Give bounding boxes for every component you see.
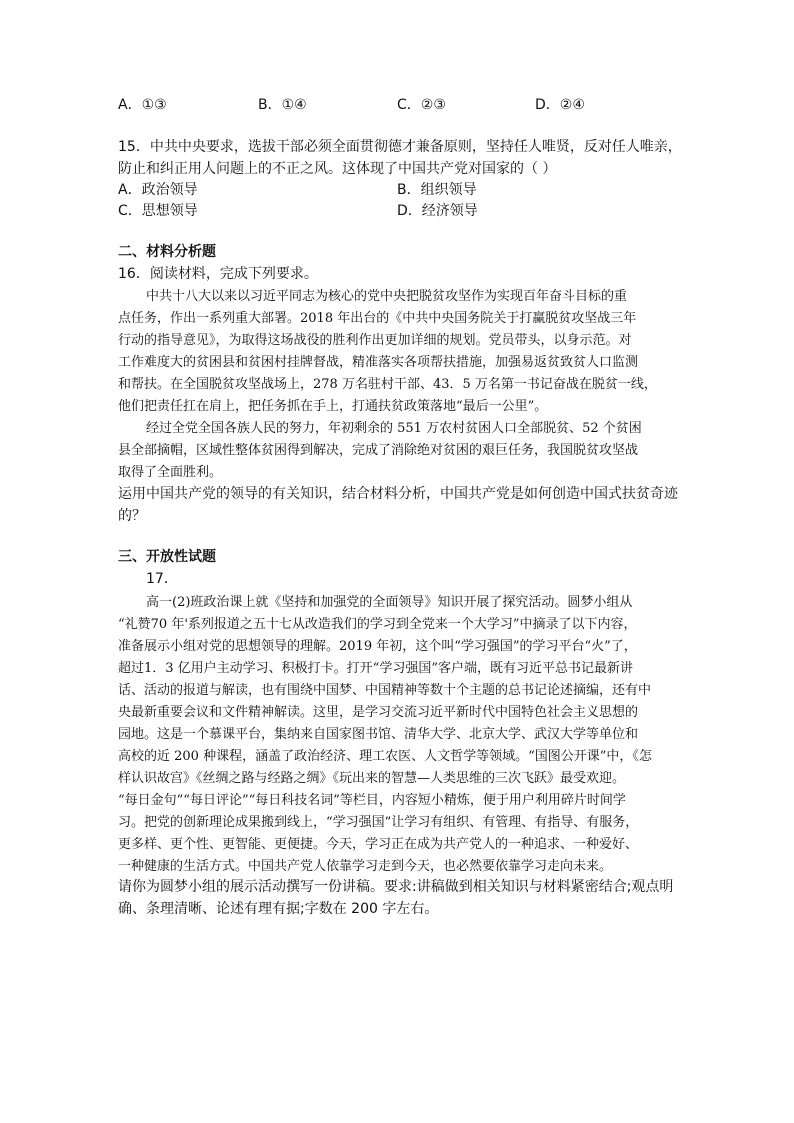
q16-material-line: 行动的指导意见》，为取得这场战役的胜利作出更加详细的规划。党员带头，以身示范。对 [118, 333, 632, 348]
q16-material-line: 工作难度大的贫困县和贫困村挂牌督战，精准落实各项帮扶措施，加强易返贫致贫人口监测 [118, 355, 639, 370]
q16-material-line: 他们把责任扛在肩上，把任务抓在手上，打通扶贫政策落地“最后一公里”。 [118, 399, 548, 414]
q15-option-d: D．经济领导 [397, 203, 478, 219]
q16-material-line: 和帮扶。在全国脱贫攻坚战场上，278 万名驻村干部、43．5 万名第一书记奋战在脱贫一线， [118, 377, 657, 392]
q17-task-line2: 确、条理清晰、论述有理有据;字数在 200 字左右。 [118, 901, 439, 917]
q16-material-line: 取得了全面胜利。 [118, 465, 223, 480]
q15-option-c: C．思想领导 [118, 203, 198, 219]
q17-material-line: 高校的近 200 种课程，涵盖了政治经济、理工农医、人文哲学等领域。“国图公开课”中，《怎 [118, 749, 652, 764]
q16-material-line: 经过全党全国各族人民的努力，年初剩余的 551 万农村贫困人口全部脱贫、52 个贫困 [146, 421, 642, 436]
section3-title: 三、开放性试题 [118, 549, 216, 565]
q17-material-line: “礼赞70 年'系列报道之五十七从改造我们的学习到全党来一个大学习”中摘录了以下内容， [118, 617, 637, 632]
q17-material-line: 准备展示小组对党的思想领导的理解。2019 年初，这个叫“学习强国”的学习平台“火”了， [118, 639, 637, 654]
q17-material-line: 高一(2)班政治课上就《坚持和加强党的全面领导》知识开展了探究活动。圆梦小组从 [146, 595, 633, 610]
q17-task-line1: 请你为圆梦小组的展示活动撰写一份讲稿。要求:讲稿做到相关知识与材料紧密结合;观点明 [118, 879, 674, 895]
q17-material-line: 超过1．3 亿用户主动学习、积极打卡。打开“学习强国”客户端，既有习近平总书记最新讲 [118, 661, 633, 676]
q14-option-d: D．②④ [535, 97, 585, 113]
q17-material-line: “每日金句”“每日评论”“每日科技名词”等栏目，内容短小精炼，便于用户利用碎片时间学 [118, 793, 626, 808]
q14-option-c: C．②③ [397, 97, 446, 113]
q14-option-a: A．①③ [118, 97, 167, 113]
q15-option-b: B．组织领导 [397, 182, 477, 198]
q17-number: 17． [146, 571, 178, 587]
q17-material-line: 话、活动的报道与解读，也有围绕中国梦、中国精神等数十个主题的总书记论述摘编，还有中 [118, 683, 652, 698]
q17-material-line: 一种健康的生活方式。中国共产党人依靠学习走到今天，也必然要依靠学习走向未来。 [118, 859, 613, 874]
q16-question-line2: 的？ [118, 508, 146, 524]
q17-material-line: 习。把党的创新理论成果搬到线上，“学习强国”让学习有组织、有管理、有指导、有服务， [118, 815, 639, 830]
q15-stem-line1: 15．中共中央要求，选拔干部必须全面贯彻德才兼备原则，坚持任人唯贤，反对任人唯亲， [118, 139, 682, 155]
q17-material-line: 央最新重要会议和文件精神解读。这里，是学习交流习近平新时代中国特色社会主义思想的 [118, 705, 639, 720]
q17-material-line: 园地。这是一个慕课平台，集纳来自国家图书馆、清华大学、北京大学、武汉大学等单位和 [118, 727, 639, 742]
q15-option-a: A．政治领导 [118, 182, 198, 198]
q16-material-line: 中共十八大以来以习近平同志为核心的党中央把脱贫攻坚作为实现百年奋斗目标的重 [146, 289, 628, 304]
section2-title: 二、材料分析题 [118, 244, 216, 260]
q15-stem-line2: 防止和纠正用人问题上的不正之风。这体现了中国共产党对国家的（ ） [118, 161, 557, 177]
q16-material-line: 县全部摘帽，区域性整体贫困得到解决，完成了消除绝对贫困的艰巨任务，我国脱贫攻坚战 [118, 443, 639, 458]
q16-material-line: 点任务，作出一系列重大部署。2018 年出台的《中共中央国务院关于打赢脱贫攻坚战三年 [118, 311, 637, 326]
q16-intro: 16．阅读材料，完成下列要求。 [118, 266, 318, 282]
q17-material-line: 样认识故宫》《丝绸之路与经路之绸》《玩出来的智慧—人类思维的三次飞跃》最受欢迎。 [118, 771, 626, 786]
q17-material-line: 更多样、更个性、更智能、更便捷。今天，学习正在成为共产党人的一种追求、一种爱好、 [118, 837, 639, 852]
q14-option-b: B．①④ [258, 97, 307, 113]
q16-question-line1: 运用中国共产党的领导的有关知识，结合材料分析，中国共产党是如何创造中国式扶贫奇迹 [118, 486, 678, 502]
